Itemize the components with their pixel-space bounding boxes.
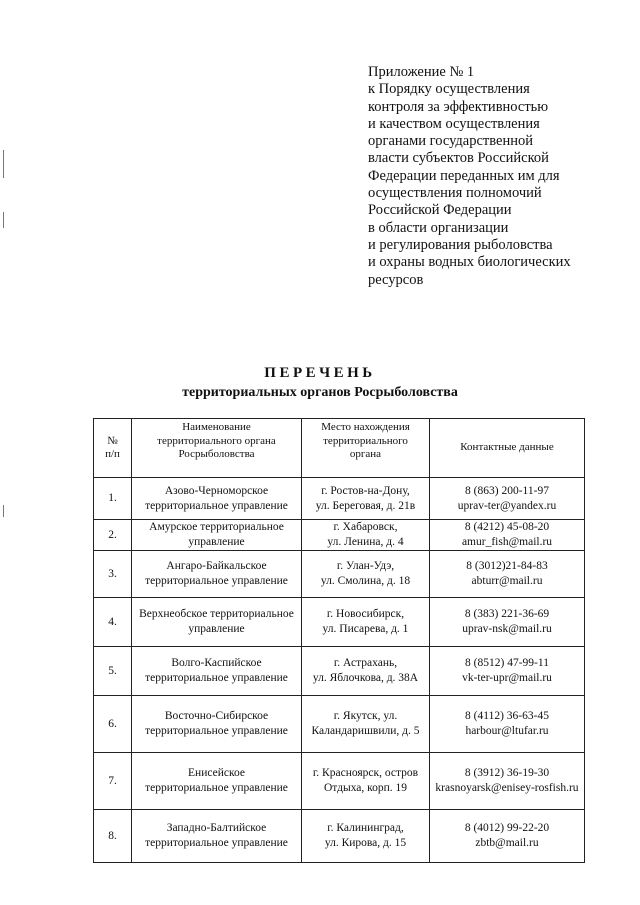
heading-title: ПЕРЕЧЕНЬ [264,365,376,381]
appendix-line: и качеством осуществления [368,115,540,132]
row-email: abturr@mail.ru [471,575,543,587]
row-num: 5. [94,647,132,696]
appendix-line: ресурсов [368,271,424,288]
appendix-line: органами государственной [368,133,533,150]
row-num: 6. [94,696,132,753]
row-phone: 8 (8512) 47-99-11 [465,657,549,669]
row-name: Восточно-Сибирское территориальное управление [132,696,302,753]
header-contacts: Контактные данные [430,419,585,478]
table-row [94,520,585,551]
table-row [94,810,585,863]
appendix-line: в области организации [368,219,509,236]
row-name: Волго-Каспийское территориальное управление [132,647,302,696]
appendix-line: контроля за эффективностью [368,98,549,115]
row-address: г. Красноярск, остров Отдыха, корп. 19 [302,753,430,810]
row-contacts [430,520,585,551]
appendix-line: власти субъектов Российской [368,150,549,167]
row-num: 7. [94,753,132,810]
row-address: г. Якутск, ул. Каландаришвили, д. 5 [302,696,430,753]
row-name: Западно-Балтийское территориальное управление [132,810,302,863]
appendix-line: и охраны водных биологических [368,254,571,271]
row-phone: 8 (4112) 36-63-45 [465,710,549,722]
row-contacts [430,478,585,520]
heading-subtitle: территориальных органов Росрыболовства [182,385,458,400]
appendix-line: Российской Федерации [368,202,512,219]
table-row [94,753,585,810]
header-num: № п/п [94,419,132,478]
row-email: zbtb@mail.ru [475,837,539,849]
row-address: г. Калининград, ул. Кирова, д. 15 [302,810,430,863]
binding-mark [3,505,4,517]
row-num: 4. [94,598,132,647]
row-num: 2. [94,520,132,551]
row-phone: 8 (3012)21-84-83 [466,560,548,572]
list-heading [0,363,640,403]
row-phone: 8 (3912) 36-19-30 [464,767,550,779]
row-name: Верхнеобское территориальное управление [132,598,302,647]
row-email: harbour@ltufar.ru [465,725,549,737]
appendix-line: и регулирования рыболовства [368,236,553,253]
row-contacts [430,647,585,696]
table-row [94,551,585,598]
header-address: Место нахождения территориального органа [302,419,430,478]
header-name: Наименование территориального органа Росрыболовства [132,419,302,478]
binding-mark [3,212,4,228]
row-email: uprav-ter@yandex.ru [457,499,557,512]
row-phone: 8 (383) 221-36-69 [464,608,550,620]
row-name: Азово-Черноморское территориальное управление [132,478,302,520]
table-row [94,647,585,696]
row-name: Ангаро-Байкальское территориальное управление [132,551,302,598]
row-address: г. Хабаровск, ул. Ленина, д. 4 [302,520,430,551]
row-num: 1. [94,478,132,520]
appendix-line: Приложение № 1 [368,64,475,80]
table-row [94,478,585,520]
table-row [94,598,585,647]
row-address: г. Астрахань, ул. Яблочкова, д. 38А [302,647,430,696]
row-num: 8. [94,810,132,863]
row-contacts [430,753,585,810]
table-row [94,696,585,753]
appendix-line: Федерации переданных им для [368,167,560,184]
row-contacts [430,810,585,863]
row-contacts [430,551,585,598]
row-name: Амурское территориальное управление [132,520,302,551]
row-phone: 8 (4212) 45-08-20 [464,521,550,533]
row-phone: 8 (863) 200-11-97 [465,484,549,497]
row-phone: 8 (4012) 99-22-20 [464,822,550,834]
binding-mark [3,150,4,178]
table-header-row [94,419,585,478]
appendix-line: к Порядку осуществления [368,81,530,98]
row-contacts [430,696,585,753]
row-num: 3. [94,551,132,598]
row-contacts [430,598,585,647]
appendix-note [368,64,618,289]
row-address: г. Ростов-на-Дону, ул. Береговая, д. 21в [302,478,430,520]
row-address: г. Новосибирск, ул. Писарева, д. 1 [302,598,430,647]
row-email: uprav-nsk@mail.ru [462,623,552,635]
territorial-bodies-table [93,418,585,863]
row-address: г. Улан-Удэ, ул. Смолина, д. 18 [302,551,430,598]
row-email: amur_fish@mail.ru [461,536,553,548]
row-email: vk-ter-upr@mail.ru [462,672,552,684]
row-email: krasnoyarsk@enisey-rosfish.ru [435,782,579,794]
appendix-line: осуществления полномочий [368,185,542,202]
row-name: Енисейское территориальное управление [132,753,302,810]
